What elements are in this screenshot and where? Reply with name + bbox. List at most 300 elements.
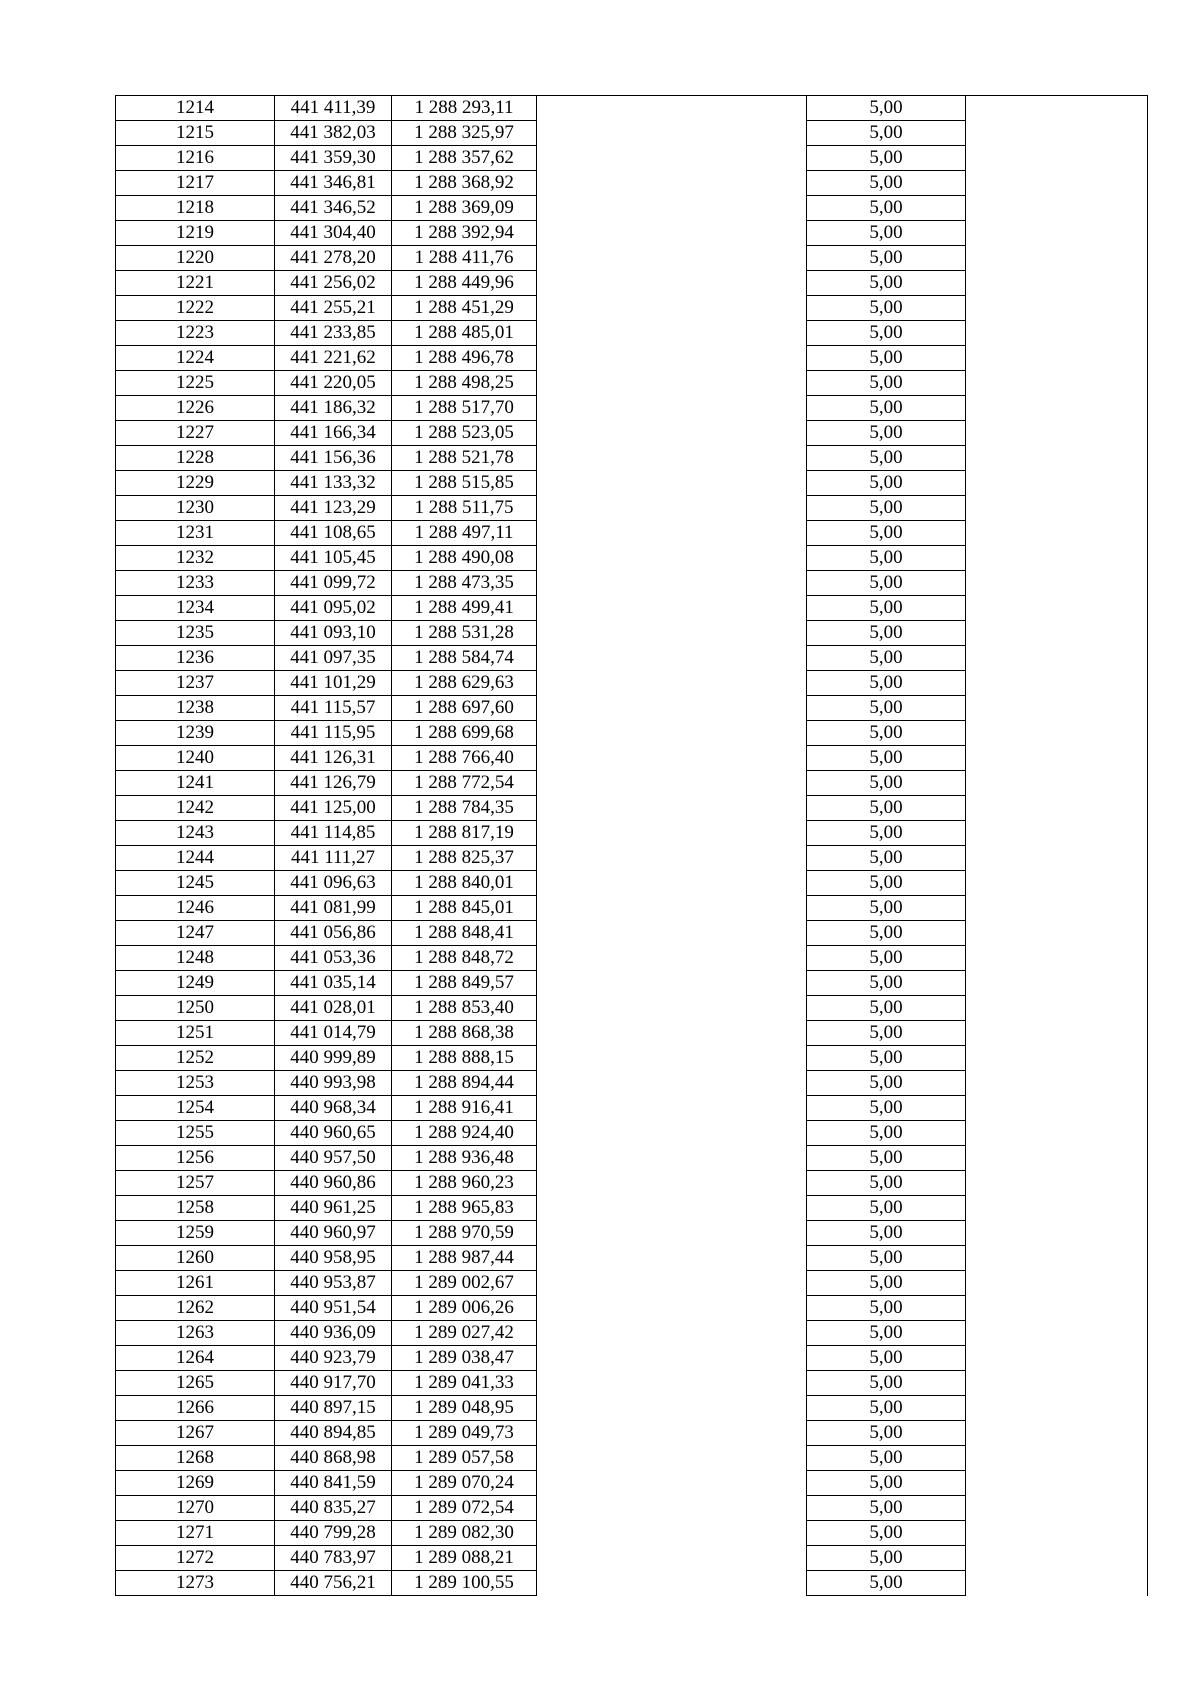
- table-row: [116, 1371, 1148, 1396]
- x-coordinate-cell: 441 099,72: [275, 571, 392, 596]
- value-cell: 5,00: [807, 571, 966, 596]
- y-coordinate-cell: 1 289 038,47: [392, 1346, 537, 1371]
- value-cell: 5,00: [807, 371, 966, 396]
- y-coordinate-cell: 1 288 825,37: [392, 846, 537, 871]
- value-cell: 5,00: [807, 871, 966, 896]
- blank-cell: [537, 1096, 807, 1121]
- value-cell: 5,00: [807, 146, 966, 171]
- value-cell: 5,00: [807, 596, 966, 621]
- table-row: [116, 196, 1148, 221]
- table-row: [116, 121, 1148, 146]
- y-coordinate-cell: 1 289 041,33: [392, 1371, 537, 1396]
- blank-cell: [537, 1421, 807, 1446]
- point-number-cell: 1257: [116, 1171, 275, 1196]
- table-row: [116, 1246, 1148, 1271]
- blank-cell: [537, 746, 807, 771]
- point-number-cell: 1217: [116, 171, 275, 196]
- x-coordinate-cell: 441 115,57: [275, 696, 392, 721]
- blank-cell: [537, 271, 807, 296]
- point-number-cell: 1252: [116, 1046, 275, 1071]
- y-coordinate-cell: 1 288 987,44: [392, 1246, 537, 1271]
- blank-cell: [537, 1546, 807, 1571]
- y-coordinate-cell: 1 288 960,23: [392, 1171, 537, 1196]
- point-number-cell: 1215: [116, 121, 275, 146]
- table-row: [116, 346, 1148, 371]
- point-number-cell: 1269: [116, 1471, 275, 1496]
- blank-cell: [966, 171, 1148, 196]
- table-row: [116, 796, 1148, 821]
- point-number-cell: 1218: [116, 196, 275, 221]
- table-row: [116, 971, 1148, 996]
- table-row: [116, 846, 1148, 871]
- blank-cell: [966, 721, 1148, 746]
- x-coordinate-cell: 441 101,29: [275, 671, 392, 696]
- blank-cell: [966, 1271, 1148, 1296]
- point-number-cell: 1270: [116, 1496, 275, 1521]
- blank-cell: [537, 396, 807, 421]
- table-row: [116, 1071, 1148, 1096]
- point-number-cell: 1243: [116, 821, 275, 846]
- x-coordinate-cell: 441 053,36: [275, 946, 392, 971]
- blank-cell: [537, 296, 807, 321]
- x-coordinate-cell: 440 799,28: [275, 1521, 392, 1546]
- x-coordinate-cell: 440 897,15: [275, 1396, 392, 1421]
- table-row: [116, 596, 1148, 621]
- value-cell: 5,00: [807, 321, 966, 346]
- value-cell: 5,00: [807, 1471, 966, 1496]
- point-number-cell: 1246: [116, 896, 275, 921]
- table-row: [116, 1496, 1148, 1521]
- table-row: [116, 621, 1148, 646]
- blank-cell: [537, 846, 807, 871]
- value-cell: 5,00: [807, 921, 966, 946]
- point-number-cell: 1255: [116, 1121, 275, 1146]
- blank-cell: [966, 1021, 1148, 1046]
- blank-cell: [537, 1471, 807, 1496]
- blank-cell: [966, 1246, 1148, 1271]
- blank-cell: [966, 246, 1148, 271]
- y-coordinate-cell: 1 289 048,95: [392, 1396, 537, 1421]
- x-coordinate-cell: 440 957,50: [275, 1146, 392, 1171]
- value-cell: 5,00: [807, 746, 966, 771]
- value-cell: 5,00: [807, 221, 966, 246]
- value-cell: 5,00: [807, 1371, 966, 1396]
- blank-cell: [966, 1346, 1148, 1371]
- value-cell: 5,00: [807, 1396, 966, 1421]
- point-number-cell: 1262: [116, 1296, 275, 1321]
- blank-cell: [966, 1446, 1148, 1471]
- x-coordinate-cell: 440 951,54: [275, 1296, 392, 1321]
- x-coordinate-cell: 441 028,01: [275, 996, 392, 1021]
- blank-cell: [537, 1321, 807, 1346]
- blank-cell: [966, 671, 1148, 696]
- point-number-cell: 1220: [116, 246, 275, 271]
- table-row: [116, 696, 1148, 721]
- blank-cell: [966, 871, 1148, 896]
- x-coordinate-cell: 441 221,62: [275, 346, 392, 371]
- blank-cell: [537, 1396, 807, 1421]
- blank-cell: [537, 1121, 807, 1146]
- value-cell: 5,00: [807, 121, 966, 146]
- blank-cell: [537, 1196, 807, 1221]
- table-row: [116, 1171, 1148, 1196]
- point-number-cell: 1227: [116, 421, 275, 446]
- y-coordinate-cell: 1 288 766,40: [392, 746, 537, 771]
- blank-cell: [537, 1446, 807, 1471]
- blank-cell: [966, 796, 1148, 821]
- y-coordinate-cell: 1 289 049,73: [392, 1421, 537, 1446]
- value-cell: 5,00: [807, 771, 966, 796]
- blank-cell: [537, 1171, 807, 1196]
- blank-cell: [537, 121, 807, 146]
- point-number-cell: 1261: [116, 1271, 275, 1296]
- table-row: [116, 646, 1148, 671]
- table-row: [116, 871, 1148, 896]
- y-coordinate-cell: 1 288 523,05: [392, 421, 537, 446]
- x-coordinate-cell: 440 953,87: [275, 1271, 392, 1296]
- table-row: [116, 1321, 1148, 1346]
- x-coordinate-cell: 440 936,09: [275, 1321, 392, 1346]
- y-coordinate-cell: 1 288 924,40: [392, 1121, 537, 1146]
- value-cell: 5,00: [807, 696, 966, 721]
- point-number-cell: 1216: [116, 146, 275, 171]
- table-row: [116, 946, 1148, 971]
- value-cell: 5,00: [807, 546, 966, 571]
- table-row: [116, 671, 1148, 696]
- x-coordinate-cell: 440 894,85: [275, 1421, 392, 1446]
- blank-cell: [537, 1246, 807, 1271]
- y-coordinate-cell: 1 288 699,68: [392, 721, 537, 746]
- blank-cell: [966, 396, 1148, 421]
- x-coordinate-cell: 441 278,20: [275, 246, 392, 271]
- point-number-cell: 1265: [116, 1371, 275, 1396]
- blank-cell: [537, 821, 807, 846]
- blank-cell: [537, 996, 807, 1021]
- point-number-cell: 1251: [116, 1021, 275, 1046]
- blank-cell: [537, 896, 807, 921]
- blank-cell: [966, 1171, 1148, 1196]
- blank-cell: [537, 1346, 807, 1371]
- value-cell: 5,00: [807, 421, 966, 446]
- blank-cell: [966, 1371, 1148, 1396]
- value-cell: 5,00: [807, 1321, 966, 1346]
- x-coordinate-cell: 440 960,97: [275, 1221, 392, 1246]
- value-cell: 5,00: [807, 1096, 966, 1121]
- blank-cell: [537, 1046, 807, 1071]
- blank-cell: [537, 546, 807, 571]
- table-row: [116, 1396, 1148, 1421]
- value-cell: 5,00: [807, 521, 966, 546]
- blank-cell: [966, 1546, 1148, 1571]
- table-row: [116, 1121, 1148, 1146]
- value-cell: 5,00: [807, 621, 966, 646]
- blank-cell: [537, 771, 807, 796]
- blank-cell: [966, 896, 1148, 921]
- value-cell: 5,00: [807, 1171, 966, 1196]
- blank-cell: [537, 1021, 807, 1046]
- y-coordinate-cell: 1 289 002,67: [392, 1271, 537, 1296]
- x-coordinate-cell: 440 999,89: [275, 1046, 392, 1071]
- x-coordinate-cell: 441 255,21: [275, 296, 392, 321]
- x-coordinate-cell: 441 156,36: [275, 446, 392, 471]
- x-coordinate-cell: 440 917,70: [275, 1371, 392, 1396]
- y-coordinate-cell: 1 289 072,54: [392, 1496, 537, 1521]
- point-number-cell: 1231: [116, 521, 275, 546]
- table-row: [116, 221, 1148, 246]
- value-cell: 5,00: [807, 271, 966, 296]
- x-coordinate-cell: 440 923,79: [275, 1346, 392, 1371]
- blank-cell: [537, 1271, 807, 1296]
- blank-cell: [966, 746, 1148, 771]
- point-number-cell: 1272: [116, 1546, 275, 1571]
- value-cell: 5,00: [807, 1121, 966, 1146]
- y-coordinate-cell: 1 288 894,44: [392, 1071, 537, 1096]
- point-number-cell: 1254: [116, 1096, 275, 1121]
- x-coordinate-cell: 441 111,27: [275, 846, 392, 871]
- blank-cell: [966, 471, 1148, 496]
- x-coordinate-cell: 441 115,95: [275, 721, 392, 746]
- table-row: [116, 1521, 1148, 1546]
- blank-cell: [966, 96, 1148, 121]
- value-cell: 5,00: [807, 671, 966, 696]
- blank-cell: [537, 346, 807, 371]
- blank-cell: [966, 1471, 1148, 1496]
- blank-cell: [537, 1221, 807, 1246]
- y-coordinate-cell: 1 288 853,40: [392, 996, 537, 1021]
- blank-cell: [966, 1046, 1148, 1071]
- table-row: [116, 96, 1148, 121]
- point-number-cell: 1258: [116, 1196, 275, 1221]
- value-cell: 5,00: [807, 196, 966, 221]
- blank-cell: [537, 196, 807, 221]
- table-row: [116, 246, 1148, 271]
- y-coordinate-cell: 1 288 392,94: [392, 221, 537, 246]
- value-cell: 5,00: [807, 1546, 966, 1571]
- blank-cell: [537, 146, 807, 171]
- y-coordinate-cell: 1 288 888,15: [392, 1046, 537, 1071]
- value-cell: 5,00: [807, 846, 966, 871]
- value-cell: 5,00: [807, 1346, 966, 1371]
- blank-cell: [537, 1071, 807, 1096]
- x-coordinate-cell: 441 081,99: [275, 896, 392, 921]
- blank-cell: [966, 1396, 1148, 1421]
- point-number-cell: 1221: [116, 271, 275, 296]
- blank-cell: [537, 96, 807, 121]
- table-row: [116, 1571, 1148, 1596]
- blank-cell: [537, 646, 807, 671]
- point-number-cell: 1264: [116, 1346, 275, 1371]
- point-number-cell: 1253: [116, 1071, 275, 1096]
- x-coordinate-cell: 441 035,14: [275, 971, 392, 996]
- y-coordinate-cell: 1 289 027,42: [392, 1321, 537, 1346]
- y-coordinate-cell: 1 288 368,92: [392, 171, 537, 196]
- value-cell: 5,00: [807, 721, 966, 746]
- y-coordinate-cell: 1 288 515,85: [392, 471, 537, 496]
- x-coordinate-cell: 440 868,98: [275, 1446, 392, 1471]
- table-row: [116, 296, 1148, 321]
- point-number-cell: 1273: [116, 1571, 275, 1596]
- table-row: [116, 746, 1148, 771]
- table-row: [116, 571, 1148, 596]
- x-coordinate-cell: 441 220,05: [275, 371, 392, 396]
- point-number-cell: 1236: [116, 646, 275, 671]
- blank-cell: [537, 946, 807, 971]
- point-number-cell: 1268: [116, 1446, 275, 1471]
- x-coordinate-cell: 440 993,98: [275, 1071, 392, 1096]
- blank-cell: [537, 1571, 807, 1596]
- x-coordinate-cell: 441 233,85: [275, 321, 392, 346]
- table-row: [116, 321, 1148, 346]
- y-coordinate-cell: 1 288 970,59: [392, 1221, 537, 1246]
- x-coordinate-cell: 441 256,02: [275, 271, 392, 296]
- value-cell: 5,00: [807, 821, 966, 846]
- table-row: [116, 1196, 1148, 1221]
- x-coordinate-cell: 441 108,65: [275, 521, 392, 546]
- point-number-cell: 1267: [116, 1421, 275, 1446]
- point-number-cell: 1245: [116, 871, 275, 896]
- table-row: [116, 496, 1148, 521]
- table-row: [116, 446, 1148, 471]
- point-number-cell: 1249: [116, 971, 275, 996]
- y-coordinate-cell: 1 289 057,58: [392, 1446, 537, 1471]
- value-cell: 5,00: [807, 971, 966, 996]
- y-coordinate-cell: 1 288 490,08: [392, 546, 537, 571]
- table-row: [116, 271, 1148, 296]
- value-cell: 5,00: [807, 996, 966, 1021]
- y-coordinate-cell: 1 288 293,11: [392, 96, 537, 121]
- table-row: [116, 421, 1148, 446]
- blank-cell: [966, 846, 1148, 871]
- x-coordinate-cell: 440 756,21: [275, 1571, 392, 1596]
- point-number-cell: 1239: [116, 721, 275, 746]
- blank-cell: [537, 1371, 807, 1396]
- point-number-cell: 1234: [116, 596, 275, 621]
- x-coordinate-cell: 441 411,39: [275, 96, 392, 121]
- blank-cell: [966, 521, 1148, 546]
- y-coordinate-cell: 1 288 784,35: [392, 796, 537, 821]
- point-number-cell: 1244: [116, 846, 275, 871]
- x-coordinate-cell: 441 166,34: [275, 421, 392, 446]
- blank-cell: [537, 321, 807, 346]
- blank-cell: [537, 621, 807, 646]
- y-coordinate-cell: 1 288 473,35: [392, 571, 537, 596]
- value-cell: 5,00: [807, 896, 966, 921]
- point-number-cell: 1256: [116, 1146, 275, 1171]
- value-cell: 5,00: [807, 646, 966, 671]
- point-number-cell: 1271: [116, 1521, 275, 1546]
- y-coordinate-cell: 1 288 521,78: [392, 446, 537, 471]
- y-coordinate-cell: 1 289 082,30: [392, 1521, 537, 1546]
- blank-cell: [537, 571, 807, 596]
- blank-cell: [966, 446, 1148, 471]
- blank-cell: [537, 696, 807, 721]
- blank-cell: [537, 521, 807, 546]
- blank-cell: [537, 1146, 807, 1171]
- table-row: [116, 1421, 1148, 1446]
- y-coordinate-cell: 1 288 848,41: [392, 921, 537, 946]
- value-cell: 5,00: [807, 496, 966, 521]
- value-cell: 5,00: [807, 1271, 966, 1296]
- point-number-cell: 1225: [116, 371, 275, 396]
- y-coordinate-cell: 1 288 817,19: [392, 821, 537, 846]
- blank-cell: [966, 571, 1148, 596]
- y-coordinate-cell: 1 288 497,11: [392, 521, 537, 546]
- y-coordinate-cell: 1 288 845,01: [392, 896, 537, 921]
- y-coordinate-cell: 1 288 325,97: [392, 121, 537, 146]
- y-coordinate-cell: 1 288 449,96: [392, 271, 537, 296]
- point-number-cell: 1241: [116, 771, 275, 796]
- blank-cell: [966, 1571, 1148, 1596]
- point-number-cell: 1219: [116, 221, 275, 246]
- coordinates-table: [115, 95, 1148, 1596]
- blank-cell: [966, 271, 1148, 296]
- blank-cell: [966, 1146, 1148, 1171]
- table-row: [116, 1546, 1148, 1571]
- table-row: [116, 921, 1148, 946]
- blank-cell: [966, 1121, 1148, 1146]
- blank-cell: [966, 421, 1148, 446]
- x-coordinate-cell: 441 304,40: [275, 221, 392, 246]
- value-cell: 5,00: [807, 1046, 966, 1071]
- value-cell: 5,00: [807, 1296, 966, 1321]
- blank-cell: [966, 821, 1148, 846]
- value-cell: 5,00: [807, 1146, 966, 1171]
- blank-cell: [966, 1196, 1148, 1221]
- blank-cell: [966, 1421, 1148, 1446]
- point-number-cell: 1222: [116, 296, 275, 321]
- value-cell: 5,00: [807, 96, 966, 121]
- point-number-cell: 1250: [116, 996, 275, 1021]
- value-cell: 5,00: [807, 1421, 966, 1446]
- blank-cell: [537, 1296, 807, 1321]
- blank-cell: [966, 946, 1148, 971]
- blank-cell: [966, 1321, 1148, 1346]
- x-coordinate-cell: 441 095,02: [275, 596, 392, 621]
- point-number-cell: 1223: [116, 321, 275, 346]
- x-coordinate-cell: 441 123,29: [275, 496, 392, 521]
- y-coordinate-cell: 1 289 006,26: [392, 1296, 537, 1321]
- y-coordinate-cell: 1 288 357,62: [392, 146, 537, 171]
- blank-cell: [966, 771, 1148, 796]
- blank-cell: [537, 971, 807, 996]
- blank-cell: [966, 596, 1148, 621]
- value-cell: 5,00: [807, 446, 966, 471]
- x-coordinate-cell: 441 126,31: [275, 746, 392, 771]
- blank-cell: [537, 796, 807, 821]
- value-cell: 5,00: [807, 1021, 966, 1046]
- value-cell: 5,00: [807, 1221, 966, 1246]
- value-cell: 5,00: [807, 1446, 966, 1471]
- y-coordinate-cell: 1 288 496,78: [392, 346, 537, 371]
- blank-cell: [537, 171, 807, 196]
- x-coordinate-cell: 441 114,85: [275, 821, 392, 846]
- x-coordinate-cell: 441 133,32: [275, 471, 392, 496]
- point-number-cell: 1259: [116, 1221, 275, 1246]
- point-number-cell: 1260: [116, 1246, 275, 1271]
- x-coordinate-cell: 441 382,03: [275, 121, 392, 146]
- y-coordinate-cell: 1 288 936,48: [392, 1146, 537, 1171]
- blank-cell: [966, 321, 1148, 346]
- table-row: [116, 371, 1148, 396]
- value-cell: 5,00: [807, 246, 966, 271]
- value-cell: 5,00: [807, 1071, 966, 1096]
- x-coordinate-cell: 441 056,86: [275, 921, 392, 946]
- table-row: [116, 471, 1148, 496]
- table-row: [116, 771, 1148, 796]
- blank-cell: [537, 871, 807, 896]
- blank-cell: [966, 146, 1148, 171]
- table-row: [116, 1221, 1148, 1246]
